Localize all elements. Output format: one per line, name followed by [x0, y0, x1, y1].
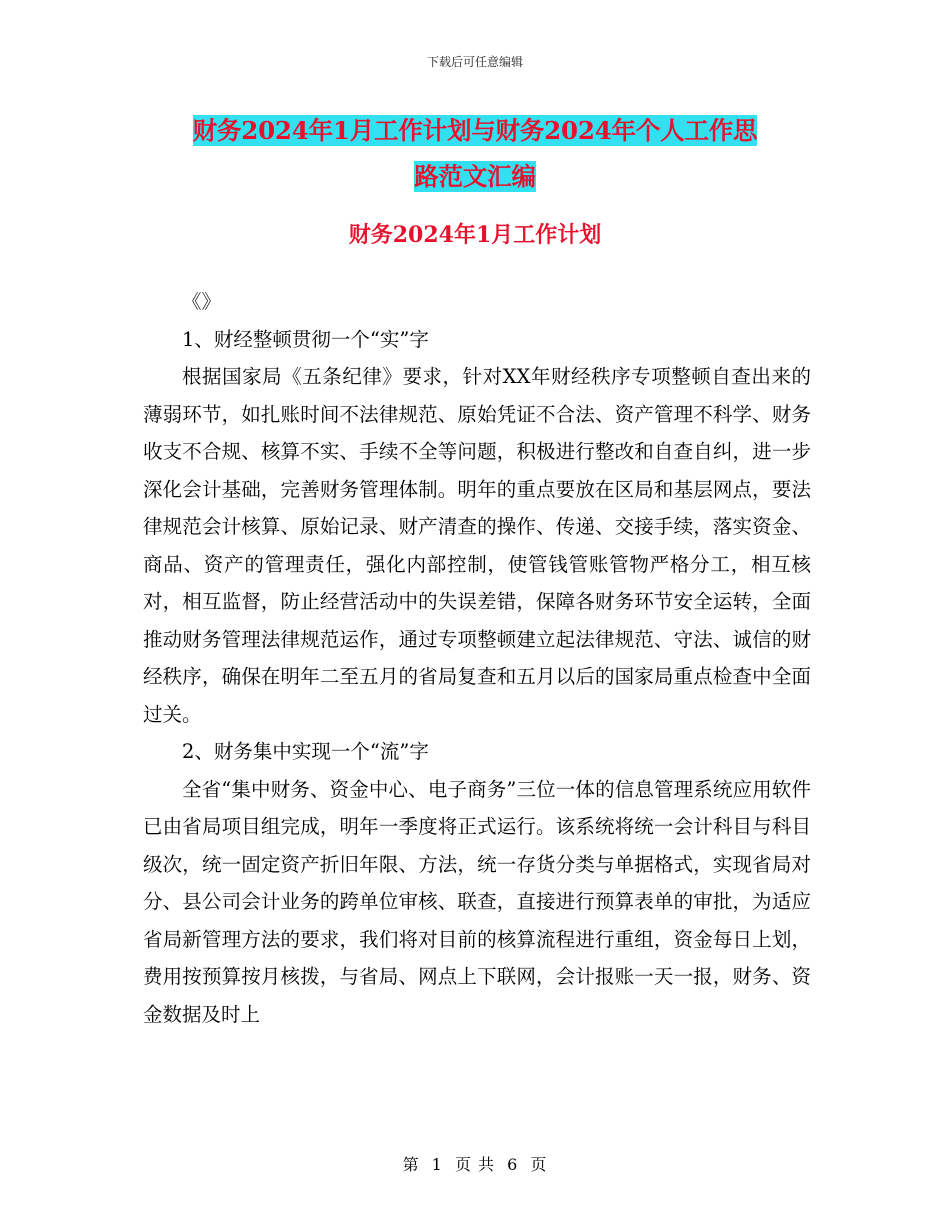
- title-line-2: 路范文汇编: [414, 162, 536, 191]
- page-footer: [0, 1152, 950, 1175]
- paragraph-heading-1: 1、财经整顿贯彻一个“实”字: [182, 327, 429, 351]
- paragraph-book-marks: 《》: [182, 290, 222, 313]
- footer-page-number: 1: [431, 1155, 443, 1174]
- footer-prefix: 第: [402, 1155, 420, 1174]
- paragraph-heading-2: 2、财务集中实现一个“流”字: [182, 740, 429, 763]
- header-note: 下载后可任意编辑: [426, 55, 523, 69]
- section-title: 财务2024年1月工作计划: [348, 222, 602, 248]
- footer-middle: 页 共: [454, 1155, 496, 1174]
- paragraph-body-2: 全省“集中财务、资金中心、电子商务”三位一体的信息管理系统应用软件已由省局项目组完成，明年一季度将正式运行。该系统将统一会计科目与科目级次，统一固定资产折旧年限、方法，统一存货分类与单据格式，实现省局对分、县公司会计业务的跨单位审核、联查，直接进行预算表单的审批，为适应省局新管理方法的要求，我们将对目前的核算流程进行重组，资金每日上划，费用按预算按月核拨，与省局、网点上下联网，会计报账一天一报，财务、资金数据及时上: [143, 777, 811, 1026]
- title-line-1: 财务2024年1月工作计划与财务2024年个人工作思: [192, 116, 758, 145]
- footer-total-pages: 6: [507, 1155, 519, 1174]
- document-title: [143, 108, 807, 200]
- footer-suffix: 页: [530, 1155, 548, 1174]
- body-text: [143, 283, 811, 1033]
- paragraph-body-1: 根据国家局《五条纪律》要求，针对XX年财经秩序专项整顿自查出来的薄弱环节，如扎账时间不法律规范、原始凭证不合法、资产管理不科学、财务收支不合规、核算不实、手续不全等问题，积极进行整改和自查自纠，进一步深化会计基础，完善财务管理体制。明年的重点要放在区局和基层网点，要法律规范会计核算、原始记录、财产清查的操作、传递、交接手续，落实资金、商品、资产的管理责任，强化内部控制，使管钱管账管物严格分工，相互核对，相互监督，防止经营活动中的失误差错，保障各财务环节安全运转，全面推动财务管理法律规范运作，通过专项整顿建立起法律规范、守法、诚信的财经秩序，确保在明年二至五月的省局复查和五月以后的国家局重点检查中全面过关。: [143, 365, 811, 726]
